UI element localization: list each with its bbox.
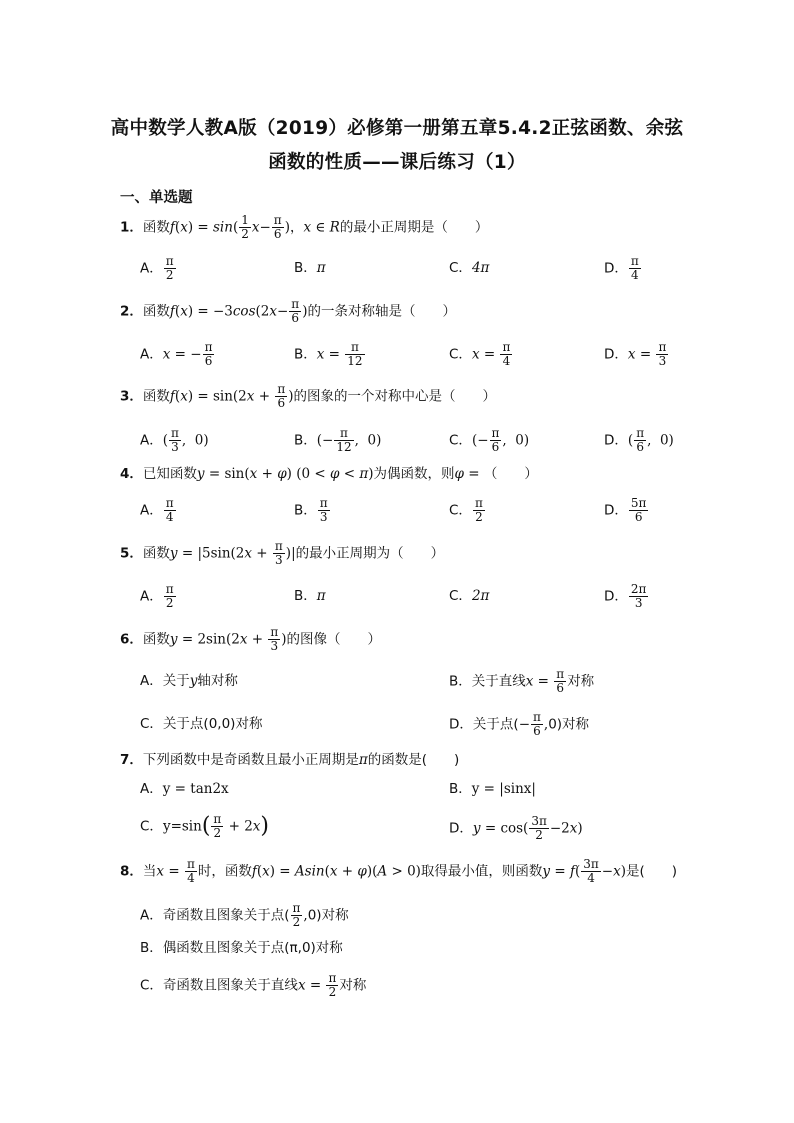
- q5-option-c[interactable]: C．2π: [449, 588, 490, 604]
- q5-option-d[interactable]: D． $\frac{2\pi}{3}$: [604, 582, 647, 610]
- q7-option-c[interactable]: C．y=sin( $\frac{\pi}{2}$ + 2x): [140, 812, 270, 840]
- title-line-2: 函数的性质——课后练习（1）: [268, 152, 526, 173]
- q2-option-d[interactable]: D．x = $\frac{\pi}{3}$: [604, 340, 667, 368]
- q4-option-d[interactable]: D． $\frac{5\pi}{6}$: [604, 496, 647, 524]
- question-5: 5．函数y = |5sin(2x + $\frac{\pi}{3}$ )|的最小正周期为（ ）: [120, 539, 445, 567]
- title-line-1: 高中数学人教A版（2019）必修第一册第五章5.4.2正弦函数、余弦: [110, 118, 684, 139]
- q5-option-b[interactable]: B．π: [294, 588, 326, 604]
- q1-option-a[interactable]: A． $\frac{\pi}{2}$: [140, 254, 174, 282]
- q8-option-c[interactable]: C．奇函数且图象关于直线x = $\frac{\pi}{2}$ 对称: [140, 971, 367, 999]
- q4-option-b[interactable]: B． $\frac{\pi}{3}$: [294, 496, 328, 524]
- q7-option-a[interactable]: A．y = tan2x: [140, 781, 229, 797]
- q3-option-b[interactable]: B．(− $\frac{\pi}{12}$ , 0): [294, 426, 382, 454]
- q2-option-b[interactable]: B．x = $\frac{\pi}{12}$: [294, 340, 363, 368]
- q7-option-d[interactable]: D．y = cos( $\frac{3\pi}{2}$ −2x): [449, 814, 583, 842]
- question-8: 8．当x = $\frac{\pi}{4}$ 时，函数f(x) = Asin(x + φ)(A > 0)取得最小值，则函数y = f( $\frac{3\pi}{4}$ −x)是( ): [120, 857, 678, 885]
- q4-option-c[interactable]: C． $\frac{\pi}{2}$: [449, 496, 483, 524]
- q8-option-b[interactable]: B．偶函数且图象关于点(π,0)对称: [140, 940, 343, 956]
- q1-option-d[interactable]: D． $\frac{\pi}{4}$: [604, 254, 639, 282]
- q3-option-d[interactable]: D．( $\frac{\pi}{6}$ , 0): [604, 426, 674, 454]
- q6-option-c[interactable]: C．关于点(0,0)对称: [140, 716, 263, 732]
- q4-option-a[interactable]: A． $\frac{\pi}{4}$: [140, 496, 174, 524]
- q6-option-b[interactable]: B．关于直线x = $\frac{\pi}{6}$ 对称: [449, 667, 595, 695]
- section-heading: 一、单选题: [120, 190, 193, 206]
- q2-option-c[interactable]: C．x = $\frac{\pi}{4}$: [449, 340, 511, 368]
- q1-option-b[interactable]: B．π: [294, 260, 326, 276]
- q2-option-a[interactable]: A．x = − $\frac{\pi}{6}$: [140, 340, 213, 368]
- q5-option-a[interactable]: A． $\frac{\pi}{2}$: [140, 582, 174, 610]
- question-number: 1．: [120, 219, 143, 236]
- q3-option-a[interactable]: A．( $\frac{\pi}{3}$ , 0): [140, 426, 209, 454]
- question-4: 4．已知函数y = sin(x + φ) (0 < φ < π)为偶函数，则φ = （ ）: [120, 466, 538, 482]
- question-2: 2．函数f(x) = −3cos(2x− $\frac{\pi}{6}$ )的一条对称轴是（ ）: [120, 297, 456, 325]
- question-3: 3．函数f(x) = sin(2x + $\frac{\pi}{6}$ )的图象的一个对称中心是（ ）: [120, 382, 496, 410]
- question-6: 6．函数y = 2sin(2x + $\frac{\pi}{3}$ )的图像（ ）: [120, 625, 382, 653]
- q6-option-d[interactable]: D．关于点(− $\frac{\pi}{6}$ ,0)对称: [449, 710, 590, 738]
- question-7: 7．下列函数中是奇函数且最小正周期是π的函数是( ): [120, 752, 460, 768]
- q6-option-a[interactable]: A．关于y轴对称: [140, 673, 238, 689]
- q3-option-c[interactable]: C．(− $\frac{\pi}{6}$ , 0): [449, 426, 530, 454]
- q1-option-c[interactable]: C．4π: [449, 260, 490, 276]
- q7-option-b[interactable]: B．y = |sinx|: [449, 781, 536, 797]
- document-title: [90, 112, 704, 180]
- q8-option-a[interactable]: A．奇函数且图象关于点( $\frac{\pi}{2}$ ,0)对称: [140, 901, 349, 929]
- question-1: 1．函数f(x) = sin( $\frac{1}{2}$ x− $\frac{\pi}{6}$ )，x ∈ R的最小正周期是（ ）: [120, 213, 489, 241]
